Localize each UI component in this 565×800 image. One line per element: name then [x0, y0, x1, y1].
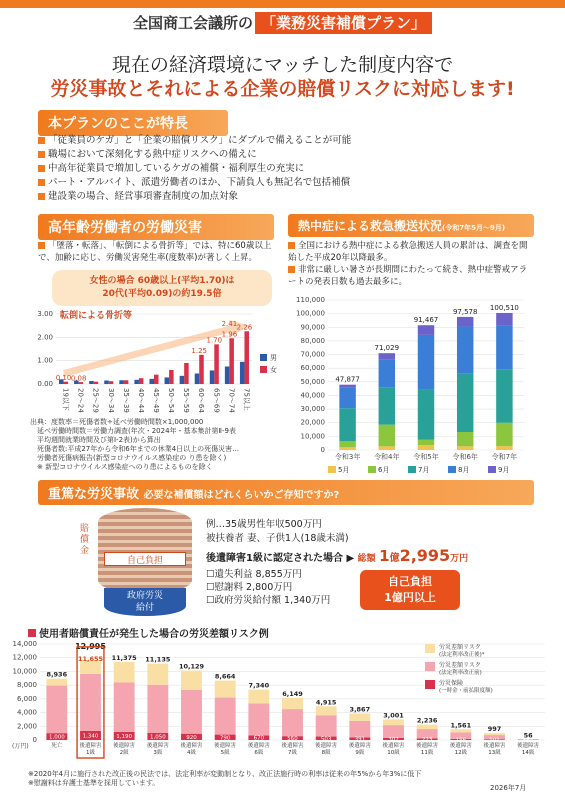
condition-label: 後遺障害1級に認定された場合: [206, 553, 343, 564]
bar-segment: [418, 440, 434, 445]
bar-male: [225, 367, 230, 385]
x-tick-label: 11級: [420, 750, 434, 756]
legend-swatch: [260, 354, 267, 361]
x-tick-label: 令和6年: [452, 453, 478, 461]
x-tick-label: 10級: [387, 750, 400, 756]
data-label: 1.25: [191, 347, 208, 356]
bar-total-label: 3,001: [383, 711, 404, 720]
x-tick-label: 後遺障害: [315, 743, 338, 749]
burst-line: 自己負担: [388, 575, 432, 588]
legend-label: 男: [270, 354, 277, 362]
bar-segment: [181, 690, 202, 734]
footnote: ※慰謝料は弁護士基準を採用しています。: [28, 779, 160, 787]
top-accent-band: [0, 0, 565, 8]
y-tick-label: 10,000: [12, 667, 37, 676]
y-tick-label: 3.00: [37, 310, 53, 318]
y-tick-label: 12,000: [12, 653, 37, 662]
y-tick-label: 14,000: [12, 640, 37, 648]
bar-segment: [379, 425, 395, 447]
bar-segment: [114, 662, 135, 682]
risk-chart: [10, 638, 555, 766]
compensation-stack: [90, 508, 200, 618]
x-tick-label: 65〜69: [212, 388, 221, 413]
legend-label: 労災保険: [439, 680, 464, 687]
bar-total-label: 8,936: [46, 670, 68, 679]
features-list: [38, 134, 538, 204]
x-tick-label: 75以上: [242, 388, 251, 411]
bar-total-label: 3,867: [349, 705, 371, 714]
y-tick-label: 90,000: [300, 323, 325, 332]
y-tick-label: 2,000: [16, 722, 37, 731]
bar-total-label: 10,129: [178, 662, 205, 671]
legend-label: 5月: [338, 466, 350, 474]
total-label: 総額: [357, 554, 376, 564]
damage-items: [206, 568, 330, 607]
issue-date: 2026年7月: [490, 784, 527, 792]
bar-segment: [114, 682, 135, 731]
bar-male: [240, 362, 245, 384]
bar-total-label: 11,135: [145, 655, 171, 664]
x-tick-label: 令和3年: [334, 453, 361, 461]
aging-fracture-chart: [30, 306, 278, 414]
bar-segment: [457, 317, 473, 327]
bar-segment: [316, 715, 337, 736]
heat-bullet: [288, 264, 534, 288]
bar-segment: [339, 441, 355, 447]
bar-bottom-label: 1,050: [149, 734, 166, 741]
bar-segment: [379, 353, 395, 359]
bar-segment: [147, 685, 168, 733]
legend-label: 8月: [458, 466, 470, 474]
bullet-square-icon: [38, 242, 45, 249]
legend-note: (法定利率改正前): [439, 670, 482, 676]
bar-segment: [46, 679, 67, 686]
data-label: 2.26: [236, 323, 253, 332]
bullet-square-icon: [288, 266, 295, 273]
y-tick-label: 8,000: [16, 681, 37, 690]
x-tick-label: 1級: [86, 750, 95, 756]
x-tick-label: 25〜29: [91, 388, 100, 413]
bar-female: [124, 380, 129, 384]
unit-label: (万円): [12, 743, 29, 750]
bar-total-label: 2,236: [416, 716, 438, 725]
y-tick-label: 2.00: [37, 333, 53, 342]
bar-segment: [417, 725, 438, 729]
bar-total-label: 91,467: [413, 316, 439, 325]
y-tick-label: 70,000: [300, 350, 325, 359]
bar-segment: [339, 385, 355, 388]
x-tick-label: 後遺障害: [348, 743, 371, 749]
y-tick-label: 1.00: [37, 356, 53, 365]
bar-female: [184, 363, 189, 384]
heat-title: 熱中症による救急搬送状況: [298, 219, 443, 233]
y-tick-label: 40,000: [300, 391, 325, 400]
bar-total-label: 100,510: [489, 303, 519, 312]
bar-total-label: 11,375: [111, 654, 137, 662]
bar-male: [104, 381, 109, 385]
legend-swatch: [425, 644, 435, 653]
heatstroke-chart: [284, 292, 534, 476]
feature-text: 建設業の場合、経営事項審査制度の加点対象: [48, 191, 239, 202]
note-line: 出典：度数率＝死傷者数÷延べ労働時間数×1,000,000: [30, 418, 204, 426]
bar-inner-label: 11,655: [77, 654, 104, 663]
bar-female: [214, 344, 219, 384]
x-tick-label: 後遺障害: [483, 743, 506, 749]
bar-female: [244, 331, 249, 384]
bullet-square-icon: [288, 242, 295, 249]
x-tick-label: 5級: [220, 750, 230, 756]
x-tick-label: 後遺障害: [517, 743, 540, 749]
x-tick-label: 6級: [254, 750, 264, 756]
y-tick-label: 6,000: [16, 694, 37, 703]
x-tick-label: 後遺障害: [416, 743, 439, 749]
bar-segment: [181, 671, 202, 690]
feature-text: 職場において深刻化する熱中症リスクへの備えに: [48, 149, 257, 160]
x-tick-label: 45〜49: [152, 388, 160, 413]
bar-segment: [496, 369, 512, 423]
x-tick-label: 14級: [521, 750, 535, 756]
bar-total-label: 7,340: [248, 681, 270, 690]
bar-male: [149, 379, 154, 384]
bar-total-label: 97,578: [452, 307, 478, 316]
bar-segment: [457, 432, 473, 446]
x-tick-label: 35〜39: [121, 388, 130, 413]
aging-notes: [30, 418, 280, 472]
bar-total-label: 56: [523, 731, 533, 740]
x-tick-label: 後遺障害: [449, 743, 472, 749]
bar-bottom-label: 670: [253, 735, 265, 742]
heat-bullet: [288, 240, 534, 264]
legend-label: 女: [270, 366, 277, 374]
heat-bullet-text: 全国における熱中症による救急搬送人員の累計は、調査を開始した平成20年以降最多。: [288, 241, 528, 263]
damages-question: 必要な補償額はどれくらいかご存知ですか?: [143, 490, 340, 501]
x-tick-label: 後遺障害: [113, 743, 136, 749]
bar-segment: [450, 729, 471, 732]
bar-segment: [349, 713, 370, 720]
x-tick-label: 30〜34: [106, 388, 115, 413]
aging-heading: 高年齢労働者の労働災害: [38, 214, 274, 240]
bar-segment: [282, 698, 303, 709]
data-label: 1.96: [221, 330, 238, 339]
total-man: 2,995: [399, 546, 451, 565]
bar-segment: [282, 709, 303, 736]
x-tick-label: 後遺障害: [214, 743, 237, 749]
x-tick-label: 20〜24: [76, 388, 85, 413]
legend-label: 労災差額リスク: [439, 662, 481, 669]
x-tick-label: 8級: [321, 750, 331, 756]
heat-bullets: [288, 240, 534, 288]
feature-item: [38, 162, 538, 176]
bar-total-label: 12,995: [75, 641, 106, 651]
y-tick-label: 60,000: [300, 364, 325, 373]
total-unit: 万円: [450, 554, 469, 564]
example-text: 例…35歳男性年収500万円: [206, 519, 322, 530]
footnote: ※2020年4月に施行された改正後の民法では、法定利率が変動制となり、改正法施行時の利率は従来の年5%から年3%に低下: [28, 770, 422, 778]
bar-female: [139, 378, 144, 384]
bar-bottom-label: 302: [388, 736, 399, 743]
kicker-prefix: 全国商工会議所の: [132, 14, 253, 32]
bar-segment: [339, 447, 355, 450]
total-oku: 1: [379, 547, 390, 565]
bar-segment: [484, 733, 505, 735]
x-tick-label: 70〜74: [227, 388, 236, 413]
data-label: 0.10: [55, 373, 72, 382]
aging-bullet: [38, 240, 278, 264]
legend-swatch: [328, 466, 336, 473]
bar-bottom-label: 1,190: [116, 733, 133, 740]
bullet-square-icon: [38, 193, 45, 200]
bar-bottom-label: 560: [287, 736, 298, 743]
x-tick-label: 3級: [153, 750, 163, 756]
feature-text: 中高年従業員で増加しているケガの補償・福利厚生の充実に: [48, 163, 305, 174]
checkbox-icon: ☐: [206, 595, 215, 606]
bullet-square-icon: [38, 151, 45, 158]
note-line: 死傷者数:平成27年から令和6年までの休業4日以上の死傷災害…: [30, 445, 240, 453]
x-tick-label: 60〜64: [197, 388, 206, 413]
x-tick-label: 後遺障害: [180, 743, 203, 749]
x-tick-label: 13級: [488, 750, 501, 756]
bullet-square-icon: [38, 179, 45, 186]
heat-bullet-text: 非常に厳しい暑さが長期間にわたって続き、熱中症警戒アラートの発表日数も過去最多に。: [288, 265, 528, 287]
x-tick-label: 12級: [454, 750, 468, 756]
bar-segment: [80, 674, 101, 731]
bar-female: [229, 338, 234, 384]
title-square-icon: [28, 629, 36, 637]
bar-segment: [457, 373, 473, 432]
damage-item: [206, 568, 330, 581]
callout-line-1: 女性の場合 60歳以上(平均1.70)は: [89, 276, 235, 286]
stack-coin-icon: [98, 508, 192, 594]
bar-male: [210, 370, 215, 384]
heat-title-sub: (令和7年5月〜9月): [442, 224, 506, 232]
legend-swatch: [448, 466, 456, 473]
feature-item: [38, 148, 538, 162]
bar-segment: [248, 703, 269, 735]
legend-swatch: [425, 662, 435, 671]
legend-swatch: [408, 466, 416, 473]
note-line: 延べ労働時間数＝労働力調査(年次・2024年・基本集計第Ⅱ-9表: [30, 427, 236, 435]
bar-male: [89, 381, 94, 384]
bar-bottom-label: 101: [489, 737, 500, 744]
bar-segment: [339, 408, 355, 441]
x-tick-label: 40〜44: [136, 388, 145, 413]
bar-bottom-label: 1,000: [48, 734, 65, 741]
aging-callout: [52, 270, 272, 306]
x-tick-label: 50〜54: [167, 388, 176, 413]
bar-total-label: 8,664: [214, 672, 236, 681]
bar-bottom-label: 920: [186, 734, 197, 741]
damages-title: 重篤な労災事故: [48, 487, 140, 502]
heat-heading: [288, 214, 534, 237]
bar-total-label: 997: [487, 725, 502, 734]
y-tick-label: 10,000: [300, 432, 325, 441]
note-line: 平均週間就業時間及び第Ⅰ-2表)から算出: [30, 436, 161, 444]
y-tick-label: 0.00: [37, 380, 53, 388]
x-tick-label: 4級: [187, 750, 196, 756]
bar-segment: [457, 326, 473, 373]
kicker-highlight: 「業務災害補償プラン」: [255, 12, 432, 34]
bar-bottom-label: 564: [522, 737, 534, 744]
y-tick-label: 80,000: [300, 336, 325, 345]
legend-label: 6月: [378, 466, 390, 474]
bar-segment: [215, 681, 236, 698]
bar-segment: [147, 664, 168, 685]
checkbox-icon: ☐: [206, 582, 215, 593]
bar-segment: [457, 446, 473, 450]
aging-bullet-text: 「墜落・転落」、「転倒による骨折等」では、特に60歳以上で、加齢に応じ、労働災害発生率(度数率)が著しく上昇。: [38, 241, 272, 263]
bar-female: [94, 382, 99, 384]
bar-segment: [418, 390, 434, 440]
y-tick-label: 0: [320, 446, 325, 454]
bottom-footnotes: [28, 770, 508, 788]
legend-label: 労災差額リスク: [439, 644, 481, 651]
condition-text: 後遺障害1級に認定された場合 ▶ 総額 1億2,995万円: [206, 546, 469, 565]
bullet-square-icon: [38, 165, 45, 172]
feature-text: 「従業員のケガ」と「企業の賠償リスク」にダブルで備えることが可能: [48, 135, 352, 146]
bar-female: [109, 381, 114, 384]
bar-bottom-label: 391: [354, 736, 366, 743]
note-line: 労働者死傷病報告(新型コロナウイルス感染症の り患を除く): [30, 454, 227, 462]
damages-heading: [38, 480, 534, 505]
bar-segment: [418, 335, 434, 390]
x-tick-label: 9級: [355, 750, 365, 756]
legend-swatch: [425, 680, 435, 689]
y-tick-label: 20,000: [300, 418, 325, 427]
x-tick-label: 死亡: [51, 743, 63, 749]
y-tick-label: 0: [32, 736, 37, 744]
stack-gov-label: [104, 588, 186, 616]
x-tick-label: 後遺障害: [79, 743, 102, 749]
legend-label: 9月: [498, 466, 510, 474]
bar-male: [119, 380, 124, 384]
data-label: 1.70: [206, 336, 223, 345]
bar-segment: [496, 313, 512, 326]
x-tick-label: 令和5年: [413, 453, 439, 461]
damage-item: [206, 594, 330, 607]
feature-text: パート・アルバイト、派遣労働者のほか、下請負人も無記名で包括補償: [48, 177, 351, 188]
bar-segment: [383, 719, 404, 725]
legend-swatch: [488, 466, 496, 473]
trend-arrow: [64, 320, 249, 377]
feature-item: [38, 190, 538, 204]
y-tick-label: 50,000: [300, 377, 325, 386]
x-tick-label: 後遺障害: [146, 743, 169, 749]
legend-label: 7月: [418, 466, 430, 474]
feature-item: [38, 176, 538, 190]
bar-male: [165, 377, 170, 384]
bar-total-label: 71,029: [374, 344, 400, 353]
bar-male: [134, 380, 139, 384]
data-label: 2.41: [221, 319, 238, 328]
bar-segment: [316, 706, 337, 715]
x-tick-label: 令和7年: [491, 453, 518, 461]
bar-segment: [215, 698, 236, 735]
dependents-text: 被扶養者 妻、子供1人(18歳未満): [206, 533, 349, 544]
damage-item-text: 慰謝料 2,800万円: [214, 582, 293, 593]
bar-female: [64, 382, 69, 384]
legend-note: (一時金・前払限度額): [439, 688, 493, 694]
stack-gov-line: 政府労災: [126, 591, 163, 601]
x-tick-label: 後遺障害: [281, 743, 304, 749]
bar-bottom-label: 790: [219, 735, 231, 742]
stack-self-label: 自己負担: [104, 552, 186, 566]
bar-segment: [496, 423, 512, 446]
y-tick-label: 4,000: [16, 708, 37, 717]
bar-segment: [339, 388, 355, 409]
bar-segment: [349, 721, 370, 737]
x-tick-label: 令和4年: [374, 453, 400, 461]
stack-gov-line: 給付: [135, 603, 154, 613]
damage-item-text: 政府労災給付額 1,340万円: [214, 595, 331, 606]
bar-bottom-label: 503: [320, 736, 332, 743]
bar-segment: [379, 387, 395, 425]
x-tick-label: 後遺障害: [382, 743, 405, 749]
bar-segment: [248, 690, 269, 704]
stack-side-label: 賠償金: [80, 524, 90, 556]
total-oku-unit: 億: [389, 553, 400, 564]
x-tick-label: 55〜59: [182, 388, 191, 413]
bar-female: [154, 375, 159, 384]
bar-segment: [46, 686, 67, 734]
damage-item: [206, 581, 330, 594]
bottom-title-text: 使用者賠償責任が発生した場合の労災差額リスク例: [39, 629, 269, 640]
feature-item: [38, 134, 538, 148]
y-tick-label: 110,000: [296, 296, 325, 304]
bar-bottom-label: 156: [455, 737, 467, 744]
y-tick-label: 100,000: [296, 309, 325, 318]
x-tick-label: 後遺障害: [247, 743, 270, 749]
bar-male: [195, 374, 200, 385]
bar-total-label: 1,561: [450, 721, 472, 730]
bar-male: [180, 376, 185, 384]
x-tick-label: 7級: [288, 750, 297, 756]
legend-swatch: [368, 466, 376, 473]
data-label: 0.08: [70, 374, 87, 383]
plan-kicker: [0, 12, 565, 33]
y-tick-label: 30,000: [300, 405, 325, 414]
self-burden-burst: [360, 570, 460, 610]
bar-segment: [379, 359, 395, 387]
legend-swatch: [260, 366, 267, 373]
bar-female: [199, 355, 204, 384]
damage-item-text: 遺失利益 8,855万円: [214, 569, 302, 580]
bar-bottom-label: 1,340: [82, 733, 99, 740]
legend-note: (法定利率改正後)*: [439, 652, 485, 658]
x-tick-label: 19以下: [61, 388, 70, 411]
note-line: ※ 新型コロナウイルス感染症へのり患によるものを除く: [30, 463, 213, 471]
burst-line: 1億円以上: [384, 591, 436, 604]
lead-line-2: 労災事故とそれによる企業の賠償リスクに対応します!: [50, 78, 515, 100]
checkbox-icon: ☐: [206, 569, 215, 580]
bar-total-label: 6,149: [282, 689, 303, 698]
bar-total-label: 47,877: [335, 375, 360, 384]
bullet-square-icon: [38, 137, 45, 144]
bar-segment: [496, 446, 512, 450]
callout-line-2: 20代(平均0.09)の約19.5倍: [102, 289, 222, 299]
bar-segment: [418, 325, 434, 335]
bar-segment: [496, 326, 512, 370]
lead-line-1: 現在の経済環境にマッチした制度内容で: [111, 54, 454, 76]
bar-bottom-label: 223: [421, 737, 433, 744]
bar-total-label: 4,915: [315, 698, 337, 707]
bar-segment: [418, 445, 434, 450]
bar-female: [169, 370, 174, 384]
chart-label-text: 転倒による骨折等: [60, 311, 133, 321]
x-tick-label: 2級: [119, 750, 129, 756]
bar-segment: [379, 446, 395, 450]
features-heading: 本プランのここが特長: [38, 110, 228, 136]
